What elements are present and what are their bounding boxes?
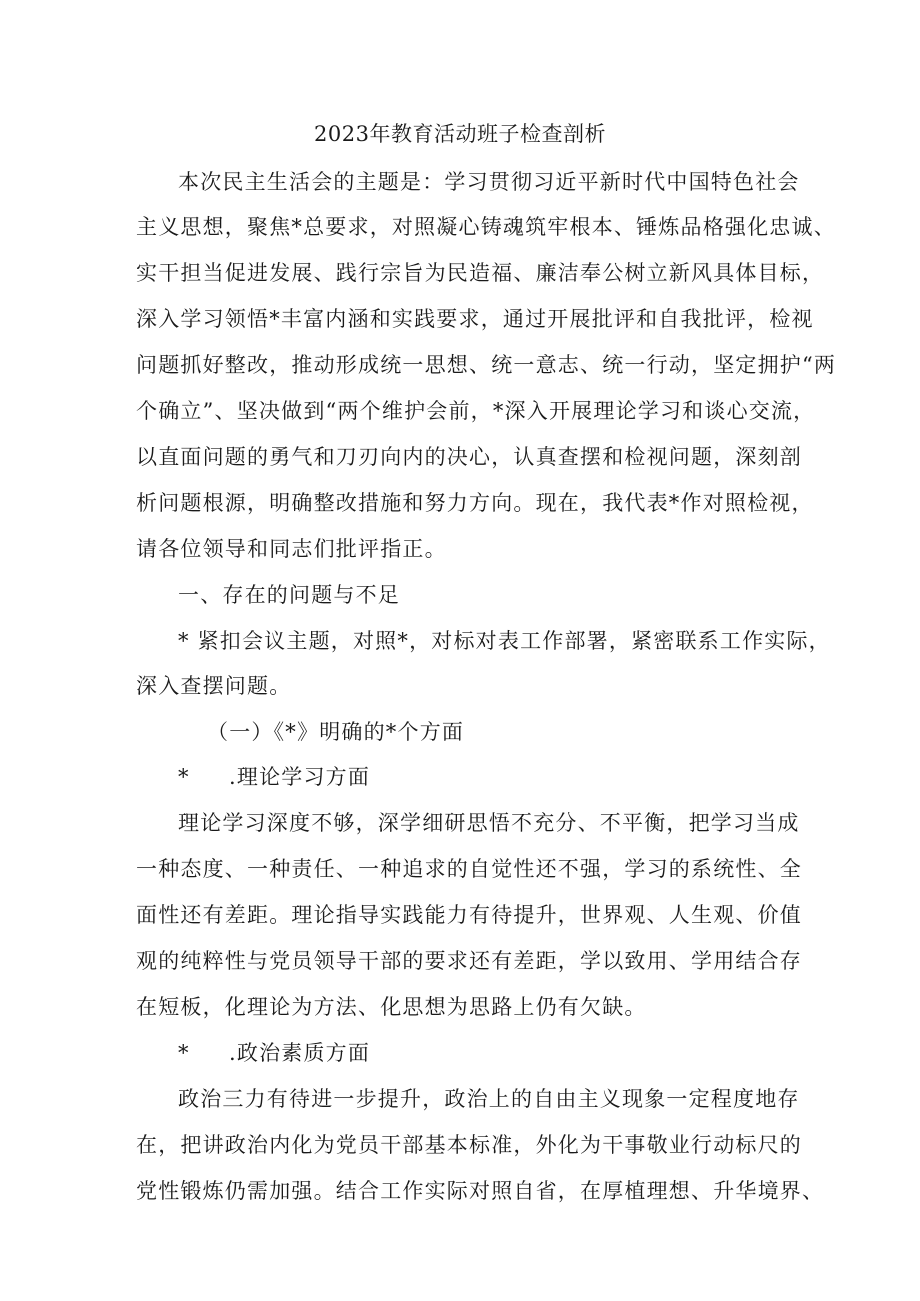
subsection-heading: （一）《*》明确的*个方面 bbox=[207, 720, 465, 744]
intro-line: 以直面问题的勇气和刀刃向内的决心，认真查摆和检视问题，深刻剖 bbox=[136, 445, 802, 469]
section-line: 深入查摆问题。 bbox=[136, 674, 292, 698]
intro-line: 个确立”、坚决做到“两个维护会前，*深入开展理论学习和谈心交流， bbox=[136, 399, 816, 423]
item-line: 在，把讲政治内化为党员干部基本标准，外化为干事敬业行动标尺的 bbox=[136, 1133, 802, 1157]
item-heading: .理论学习方面 bbox=[229, 765, 371, 789]
item-line: 观的纯粹性与党员领导干部的要求还有差距，学以致用、学用结合存 bbox=[136, 949, 802, 973]
intro-line: 主义思想，聚焦*总要求，对照凝心铸魂筑牢根本、锤炼品格强化忠诚、 bbox=[136, 215, 836, 239]
intro-line: 实干担当促进发展、践行宗旨为民造福、廉洁奉公树立新风具体目标， bbox=[136, 261, 825, 285]
intro-line: 本次民主生活会的主题是：学习贯彻习近平新时代中国特色社会 bbox=[178, 170, 800, 194]
document-title: 2023年教育活动班子检查剖析 bbox=[314, 122, 606, 146]
item-line: 面性还有差距。理论指导实践能力有待提升，世界观、人生观、价值 bbox=[136, 903, 802, 927]
item-marker: * bbox=[178, 1041, 189, 1065]
item-heading: .政治素质方面 bbox=[229, 1041, 371, 1065]
item-marker: * bbox=[178, 765, 189, 789]
item-line: 理论学习深度不够，深学细研思悟不充分、不平衡，把学习当成 bbox=[178, 811, 800, 835]
item-line: 一种态度、一种责任、一种追求的自觉性还不强，学习的系统性、全 bbox=[136, 857, 802, 881]
item-line: 政治三力有待进一步提升，政治上的自由主义现象一定程度地存 bbox=[178, 1087, 800, 1111]
section-line: * 紧扣会议主题，对照*，对标对表工作部署，紧密联系工作实际， bbox=[178, 629, 831, 653]
intro-line: 析问题根源，明确整改措施和努力方向。现在，我代表*作对照检视， bbox=[136, 491, 814, 515]
intro-line: 问题抓好整改，推动形成统一思想、统一意志、统一行动，坚定拥护“两 bbox=[136, 353, 837, 377]
item-line: 在短板，化理论为方法、化思想为思路上仍有欠缺。 bbox=[136, 995, 647, 1019]
intro-line: 深入学习领悟*丰富内涵和实践要求，通过开展批评和自我批评，检视 bbox=[136, 307, 814, 331]
section-heading: 一、存在的问题与不足 bbox=[178, 583, 400, 607]
item-line: 党性锻炼仍需加强。结合工作实际对照自省，在厚植理想、升华境界、 bbox=[136, 1179, 825, 1203]
intro-line: 请各位领导和同志们批评指正。 bbox=[136, 537, 447, 561]
